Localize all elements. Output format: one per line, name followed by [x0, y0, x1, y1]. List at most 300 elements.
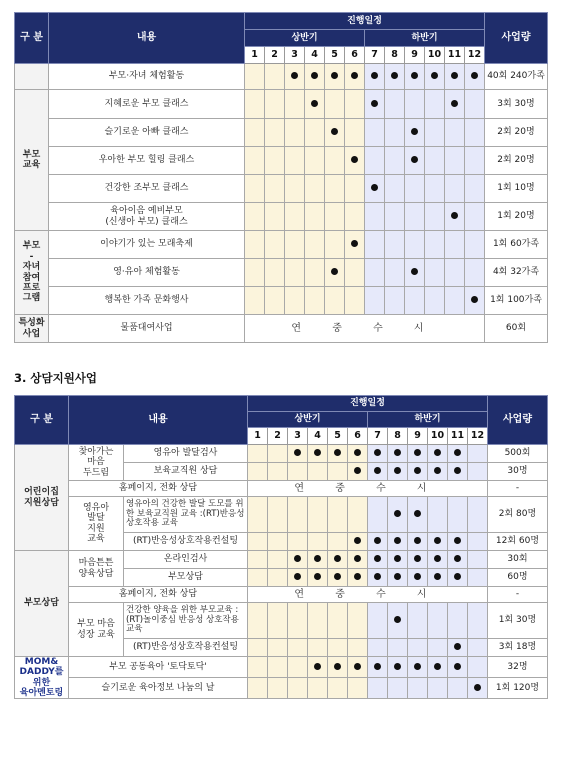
scheduled-dot-icon — [451, 72, 458, 79]
month-cell-9 — [405, 259, 425, 287]
month-cell-2 — [265, 175, 285, 203]
month-cell-5 — [328, 678, 348, 699]
month-cell-5 — [325, 231, 345, 259]
month-cell-7 — [368, 497, 388, 533]
month-cell-7 — [368, 603, 388, 639]
month-cell-4 — [308, 445, 328, 463]
volume-cell: 2회 80명 — [488, 497, 548, 533]
month-cell-6 — [345, 203, 365, 231]
volume-cell: 500회 — [488, 445, 548, 463]
header-volume: 사업량 — [485, 13, 548, 64]
program-name: 영·유아 체험활동 — [49, 259, 245, 287]
scheduled-dot-icon — [414, 537, 421, 544]
program-name: 온라인검사 — [124, 551, 248, 569]
header-category: 구 분 — [15, 13, 49, 64]
program-name: 슬기로운 육아정보 나눔의 날 — [69, 678, 248, 699]
month-cell-11 — [448, 678, 468, 699]
month-cell-7 — [368, 463, 388, 481]
month-cell-11 — [448, 463, 468, 481]
month-cell-11 — [448, 603, 468, 639]
month-cell-12 — [468, 603, 488, 639]
month-cell-5 — [325, 147, 345, 175]
scheduled-dot-icon — [454, 663, 461, 670]
month-cell-12 — [465, 147, 485, 175]
table-row — [15, 315, 548, 343]
volume-cell: 40회 240가족 — [485, 64, 548, 90]
month-cell-11 — [445, 259, 465, 287]
volume-cell: 1회 30명 — [488, 603, 548, 639]
category-cell: 부모 교육 — [15, 90, 49, 231]
month-cell-8 — [385, 64, 405, 90]
month-cell-1 — [248, 551, 268, 569]
table-row — [15, 603, 548, 639]
month-header-1: 1 — [245, 47, 265, 64]
month-cell-11 — [445, 119, 465, 147]
month-cell-5 — [325, 203, 345, 231]
month-cell-2 — [268, 463, 288, 481]
category-cell: MOM& DADDY를 위한 육아멘토링 — [15, 657, 69, 699]
month-cell-3 — [285, 64, 305, 90]
scheduled-dot-icon — [394, 537, 401, 544]
month-cell-11 — [448, 551, 468, 569]
scheduled-dot-icon — [374, 573, 381, 580]
scheduled-dot-icon — [434, 663, 441, 670]
table2-body — [15, 445, 548, 699]
program-name: (RT)반응성상호작용컨설팅 — [124, 639, 248, 657]
month-cell-7 — [368, 657, 388, 678]
table-row — [15, 231, 548, 259]
month-cell-7 — [365, 64, 385, 90]
month-cell-8 — [385, 287, 405, 315]
month-cell-6 — [348, 657, 368, 678]
scheduled-dot-icon — [291, 72, 298, 79]
month-cell-2 — [265, 203, 285, 231]
month-cell-1 — [248, 678, 268, 699]
month-cell-9 — [408, 551, 428, 569]
month-cell-9 — [408, 497, 428, 533]
month-cell-9 — [408, 569, 428, 587]
month-cell-7 — [368, 569, 388, 587]
header-first-half: 상반기 — [245, 30, 365, 47]
month-cell-9 — [405, 175, 425, 203]
month-cell-12 — [465, 90, 485, 119]
category-cell: 어린이집 지원상담 — [15, 445, 69, 551]
month-cell-5 — [325, 90, 345, 119]
scheduled-dot-icon — [474, 684, 481, 691]
month-cell-3 — [288, 569, 308, 587]
scheduled-dot-icon — [411, 268, 418, 275]
header-second-half: 하반기 — [368, 412, 488, 428]
table-row — [15, 64, 548, 90]
scheduled-dot-icon — [414, 555, 421, 562]
program-name: 물품대여사업 — [49, 315, 245, 343]
month-cell-6 — [345, 147, 365, 175]
month-cell-12 — [465, 231, 485, 259]
month-cell-10 — [428, 569, 448, 587]
month-cell-11 — [448, 497, 468, 533]
month-cell-6 — [345, 231, 365, 259]
month-cell-1 — [245, 175, 265, 203]
month-cell-1 — [248, 445, 268, 463]
month-cell-8 — [388, 678, 408, 699]
scheduled-dot-icon — [354, 449, 361, 456]
month-cell-10 — [425, 203, 445, 231]
month-cell-1 — [245, 203, 265, 231]
month-header-3: 3 — [288, 428, 308, 445]
scheduled-dot-icon — [471, 296, 478, 303]
month-cell-11 — [445, 90, 465, 119]
month-cell-2 — [265, 231, 285, 259]
month-header-9: 9 — [408, 428, 428, 445]
year-round-cell: 연 중 수 시 — [245, 315, 485, 343]
scheduled-dot-icon — [374, 663, 381, 670]
month-cell-5 — [325, 64, 345, 90]
subcategory-cell: 영유아 발달 지원 교육 — [69, 497, 124, 551]
program-name: 슬기로운 아빠 클래스 — [49, 119, 245, 147]
volume-cell: 3회 18명 — [488, 639, 548, 657]
month-cell-11 — [445, 175, 465, 203]
month-cell-3 — [285, 90, 305, 119]
scheduled-dot-icon — [434, 467, 441, 474]
month-cell-2 — [265, 90, 285, 119]
scheduled-dot-icon — [414, 449, 421, 456]
table-row — [15, 551, 548, 569]
scheduled-dot-icon — [434, 449, 441, 456]
month-cell-12 — [468, 533, 488, 551]
month-cell-10 — [425, 64, 445, 90]
month-cell-4 — [305, 231, 325, 259]
month-cell-8 — [388, 639, 408, 657]
month-cell-4 — [308, 639, 328, 657]
scheduled-dot-icon — [314, 555, 321, 562]
program-name: 지혜로운 부모 클래스 — [49, 90, 245, 119]
month-cell-2 — [268, 678, 288, 699]
month-cell-8 — [385, 259, 405, 287]
category-cell — [15, 64, 49, 90]
category-cell: 부모상담 — [15, 551, 69, 657]
month-header-7: 7 — [368, 428, 388, 445]
month-header-8: 8 — [385, 47, 405, 64]
month-cell-3 — [288, 603, 308, 639]
month-cell-10 — [428, 445, 448, 463]
month-cell-2 — [268, 639, 288, 657]
header-schedule: 진행일정 — [245, 13, 485, 30]
scheduled-dot-icon — [294, 555, 301, 562]
month-cell-9 — [408, 603, 428, 639]
month-cell-4 — [305, 259, 325, 287]
month-cell-3 — [285, 259, 305, 287]
scheduled-dot-icon — [454, 467, 461, 474]
month-cell-9 — [408, 639, 428, 657]
program-name: 홈페이지, 전화 상담 — [69, 481, 248, 497]
month-cell-5 — [328, 569, 348, 587]
table-row — [15, 587, 548, 603]
month-cell-2 — [265, 147, 285, 175]
scheduled-dot-icon — [354, 537, 361, 544]
volume-cell: 1회 10명 — [485, 175, 548, 203]
month-cell-9 — [405, 231, 425, 259]
month-cell-10 — [428, 639, 448, 657]
month-header-4: 4 — [305, 47, 325, 64]
month-cell-1 — [248, 569, 268, 587]
scheduled-dot-icon — [331, 72, 338, 79]
month-header-9: 9 — [405, 47, 425, 64]
month-cell-6 — [345, 90, 365, 119]
table1-body — [15, 64, 548, 343]
month-cell-4 — [308, 657, 328, 678]
month-cell-6 — [348, 569, 368, 587]
program-name: 우아한 부모 힐링 클래스 — [49, 147, 245, 175]
scheduled-dot-icon — [374, 555, 381, 562]
month-header-5: 5 — [325, 47, 345, 64]
header-second-half: 하반기 — [365, 30, 485, 47]
scheduled-dot-icon — [334, 449, 341, 456]
month-cell-3 — [288, 657, 308, 678]
month-header-2: 2 — [265, 47, 285, 64]
scheduled-dot-icon — [434, 537, 441, 544]
month-cell-1 — [245, 147, 265, 175]
month-cell-9 — [408, 678, 428, 699]
table-row — [15, 678, 548, 699]
table-row — [15, 175, 548, 203]
program-name: 육아이음 예비부모 (신생아 부모) 클래스 — [49, 203, 245, 231]
month-cell-5 — [325, 259, 345, 287]
volume-cell: 12회 60명 — [488, 533, 548, 551]
table-row — [15, 657, 548, 678]
month-cell-2 — [265, 259, 285, 287]
header-content: 내용 — [49, 13, 245, 64]
month-cell-2 — [268, 657, 288, 678]
month-cell-3 — [288, 445, 308, 463]
month-cell-7 — [365, 119, 385, 147]
month-cell-6 — [348, 551, 368, 569]
month-cell-11 — [445, 287, 465, 315]
scheduled-dot-icon — [334, 663, 341, 670]
scheduled-dot-icon — [374, 449, 381, 456]
month-cell-8 — [388, 603, 408, 639]
month-cell-9 — [405, 90, 425, 119]
month-cell-9 — [408, 445, 428, 463]
scheduled-dot-icon — [394, 449, 401, 456]
section-heading: 3. 상담지원사업 — [14, 371, 98, 385]
volume-cell: - — [488, 587, 548, 603]
month-cell-5 — [328, 551, 348, 569]
month-cell-7 — [368, 551, 388, 569]
scheduled-dot-icon — [334, 573, 341, 580]
month-cell-11 — [448, 639, 468, 657]
scheduled-dot-icon — [394, 616, 401, 623]
month-cell-11 — [448, 533, 468, 551]
table2-header — [15, 396, 548, 445]
month-cell-8 — [388, 657, 408, 678]
month-cell-2 — [268, 533, 288, 551]
volume-cell: 1회 120명 — [488, 678, 548, 699]
month-cell-1 — [248, 533, 268, 551]
month-cell-4 — [305, 64, 325, 90]
month-cell-4 — [308, 678, 328, 699]
scheduled-dot-icon — [394, 467, 401, 474]
month-cell-6 — [345, 175, 365, 203]
scheduled-dot-icon — [451, 100, 458, 107]
scheduled-dot-icon — [351, 156, 358, 163]
month-cell-4 — [305, 287, 325, 315]
month-cell-6 — [348, 603, 368, 639]
month-cell-3 — [285, 203, 305, 231]
month-cell-10 — [428, 657, 448, 678]
month-cell-10 — [428, 678, 448, 699]
table-row — [15, 90, 548, 119]
month-cell-3 — [285, 119, 305, 147]
month-cell-12 — [465, 64, 485, 90]
month-header-3: 3 — [285, 47, 305, 64]
volume-cell: 1회 60가족 — [485, 231, 548, 259]
month-cell-10 — [425, 231, 445, 259]
month-cell-2 — [268, 551, 288, 569]
month-cell-9 — [408, 657, 428, 678]
month-cell-3 — [285, 147, 305, 175]
program-name: 부모·자녀 체험활동 — [49, 64, 245, 90]
scheduled-dot-icon — [351, 72, 358, 79]
month-cell-9 — [405, 64, 425, 90]
month-cell-5 — [328, 657, 348, 678]
month-cell-7 — [368, 533, 388, 551]
month-cell-10 — [428, 603, 448, 639]
year-round-cell: 연 중 수 시 — [248, 481, 488, 497]
month-header-1: 1 — [248, 428, 268, 445]
month-header-5: 5 — [328, 428, 348, 445]
month-cell-12 — [465, 119, 485, 147]
scheduled-dot-icon — [394, 555, 401, 562]
month-cell-6 — [348, 445, 368, 463]
month-cell-11 — [445, 64, 465, 90]
month-cell-4 — [308, 603, 328, 639]
scheduled-dot-icon — [471, 72, 478, 79]
month-cell-8 — [385, 147, 405, 175]
month-cell-10 — [425, 90, 445, 119]
volume-cell: 2회 20명 — [485, 147, 548, 175]
month-cell-3 — [285, 287, 305, 315]
month-cell-8 — [385, 231, 405, 259]
month-cell-9 — [408, 533, 428, 551]
month-cell-8 — [388, 533, 408, 551]
scheduled-dot-icon — [414, 663, 421, 670]
month-cell-3 — [285, 231, 305, 259]
scheduled-dot-icon — [354, 467, 361, 474]
month-cell-1 — [248, 463, 268, 481]
month-cell-2 — [268, 603, 288, 639]
program-name: 영유아 발달검사 — [124, 445, 248, 463]
scheduled-dot-icon — [431, 72, 438, 79]
month-cell-6 — [348, 463, 368, 481]
month-cell-5 — [328, 533, 348, 551]
month-cell-3 — [288, 551, 308, 569]
scheduled-dot-icon — [331, 268, 338, 275]
scheduled-dot-icon — [374, 467, 381, 474]
scheduled-dot-icon — [374, 537, 381, 544]
month-cell-6 — [348, 639, 368, 657]
header-volume: 사업량 — [488, 396, 548, 445]
month-cell-11 — [448, 445, 468, 463]
schedule-table-parent-programs — [14, 12, 548, 343]
header-category: 구 분 — [15, 396, 69, 445]
table-row — [15, 481, 548, 497]
month-cell-5 — [328, 445, 348, 463]
scheduled-dot-icon — [454, 573, 461, 580]
month-cell-5 — [328, 497, 348, 533]
volume-cell: 60회 — [485, 315, 548, 343]
month-cell-8 — [388, 551, 408, 569]
month-cell-9 — [405, 147, 425, 175]
month-cell-1 — [248, 603, 268, 639]
scheduled-dot-icon — [371, 72, 378, 79]
table-row — [15, 445, 548, 463]
volume-cell: 1회 100가족 — [485, 287, 548, 315]
month-cell-5 — [325, 175, 345, 203]
table-row — [15, 259, 548, 287]
program-name: 홈페이지, 전화 상담 — [69, 587, 248, 603]
month-cell-12 — [468, 657, 488, 678]
month-cell-4 — [308, 533, 328, 551]
month-cell-4 — [308, 551, 328, 569]
month-header-6: 6 — [345, 47, 365, 64]
volume-cell: 2회 20명 — [485, 119, 548, 147]
month-cell-7 — [365, 259, 385, 287]
scheduled-dot-icon — [434, 573, 441, 580]
month-cell-11 — [445, 203, 465, 231]
month-cell-7 — [365, 231, 385, 259]
scheduled-dot-icon — [454, 643, 461, 650]
month-cell-11 — [445, 231, 465, 259]
scheduled-dot-icon — [354, 573, 361, 580]
month-cell-12 — [468, 569, 488, 587]
scheduled-dot-icon — [391, 72, 398, 79]
scheduled-dot-icon — [351, 240, 358, 247]
month-cell-2 — [265, 64, 285, 90]
month-cell-3 — [288, 639, 308, 657]
month-header-12: 12 — [465, 47, 485, 64]
month-cell-1 — [245, 287, 265, 315]
program-name: 건강한 조부모 클래스 — [49, 175, 245, 203]
month-cell-8 — [385, 175, 405, 203]
month-cell-11 — [448, 569, 468, 587]
scheduled-dot-icon — [331, 128, 338, 135]
month-cell-7 — [365, 147, 385, 175]
month-cell-6 — [345, 119, 365, 147]
subcategory-cell: 찾아가는 마음 두드림 — [69, 445, 124, 481]
month-cell-8 — [385, 90, 405, 119]
program-name: 부모상담 — [124, 569, 248, 587]
volume-cell: 30회 — [488, 551, 548, 569]
month-cell-3 — [288, 497, 308, 533]
scheduled-dot-icon — [311, 100, 318, 107]
scheduled-dot-icon — [454, 537, 461, 544]
month-cell-5 — [328, 639, 348, 657]
scheduled-dot-icon — [294, 449, 301, 456]
volume-cell: - — [488, 481, 548, 497]
month-cell-9 — [405, 287, 425, 315]
scheduled-dot-icon — [354, 555, 361, 562]
month-cell-5 — [328, 603, 348, 639]
scheduled-dot-icon — [414, 467, 421, 474]
month-cell-4 — [308, 569, 328, 587]
month-cell-8 — [388, 497, 408, 533]
month-cell-9 — [408, 463, 428, 481]
month-cell-4 — [308, 463, 328, 481]
month-cell-10 — [425, 147, 445, 175]
month-cell-1 — [248, 497, 268, 533]
scheduled-dot-icon — [314, 663, 321, 670]
category-cell: 특성화 사업 — [15, 315, 49, 343]
